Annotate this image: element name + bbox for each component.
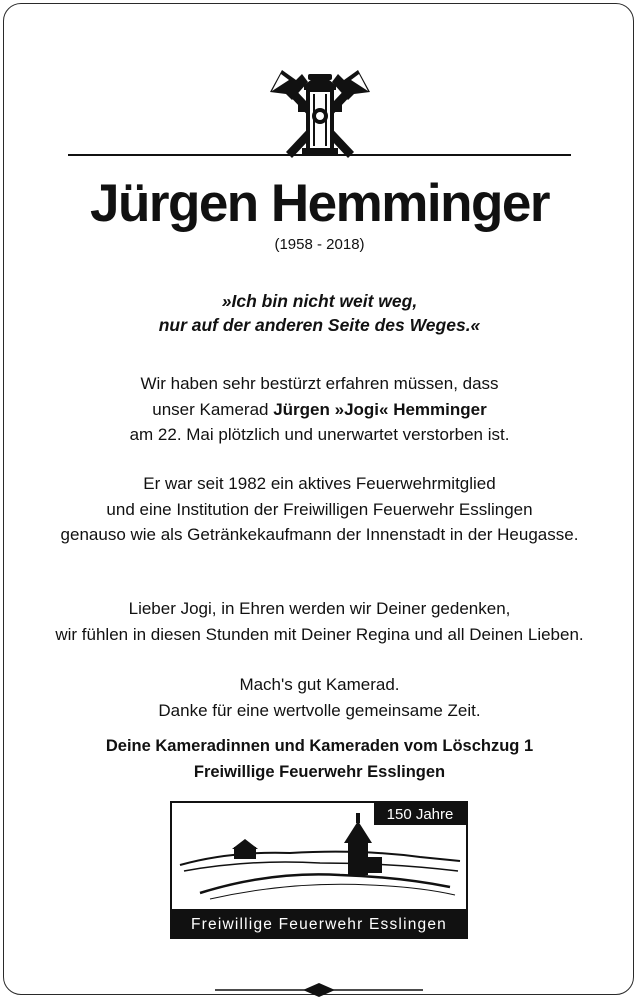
deceased-name: Jürgen Hemminger (89, 174, 549, 233)
life-dates: (1958 - 2018) (274, 236, 365, 253)
signature-line: Freiwillige Feuerwehr Esslingen (193, 763, 446, 781)
highlighted-name: Jürgen »Jogi« Hemminger (273, 399, 487, 419)
paragraph-line: Danke für eine wertvolle gemeinsame Zeit. (158, 700, 481, 720)
remembrance-paragraph (0, 596, 639, 647)
fire-brigade-anniversary-logo (170, 801, 468, 939)
paragraph-line: genauso wie als Getränkekaufmann der Innenstadt in der Heugasse. (60, 525, 579, 544)
paragraph-line: Wir haben sehr bestürzt erfahren müssen, dass (140, 374, 499, 393)
top-divider (68, 154, 571, 156)
paragraph-line: Mach's gut Kamerad. (239, 675, 400, 694)
diamond-divider-icon (215, 982, 423, 998)
quote-line: »Ich bin nicht weit weg, (221, 291, 418, 311)
announcement-paragraph (0, 371, 639, 448)
signature-line: Deine Kameradinnen und Kameraden vom Löschzug 1 (105, 737, 534, 755)
fire-hydrant-crossed-axes-icon (262, 62, 378, 166)
paragraph-line: wir fühlen in diesen Stunden mit Deiner Regina und all Deinen Lieben. (55, 624, 584, 644)
paragraph-line: am 22. Mai plötzlich und unerwartet verstorben ist. (129, 425, 510, 444)
memorial-quote (0, 289, 639, 337)
biography-paragraph (0, 471, 639, 548)
logo-caption-text: Freiwillige Feuerwehr Esslingen (190, 916, 448, 933)
farewell-paragraph (0, 672, 639, 723)
paragraph-line (0, 397, 639, 423)
logo-badge-text: 150 Jahre (386, 806, 454, 823)
paragraph-line: und eine Institution der Freiwilligen Feuerwehr Esslingen (106, 499, 533, 519)
quote-line: nur auf der anderen Seite des Weges.« (158, 315, 481, 335)
paragraph-line: Lieber Jogi, in Ehren werden wir Deiner gedenken, (128, 599, 511, 618)
paragraph-line: Er war seit 1982 ein aktives Feuerwehrmitglied (143, 474, 496, 493)
paragraph-text: unser Kamerad (152, 399, 274, 419)
signature-block (0, 733, 639, 785)
